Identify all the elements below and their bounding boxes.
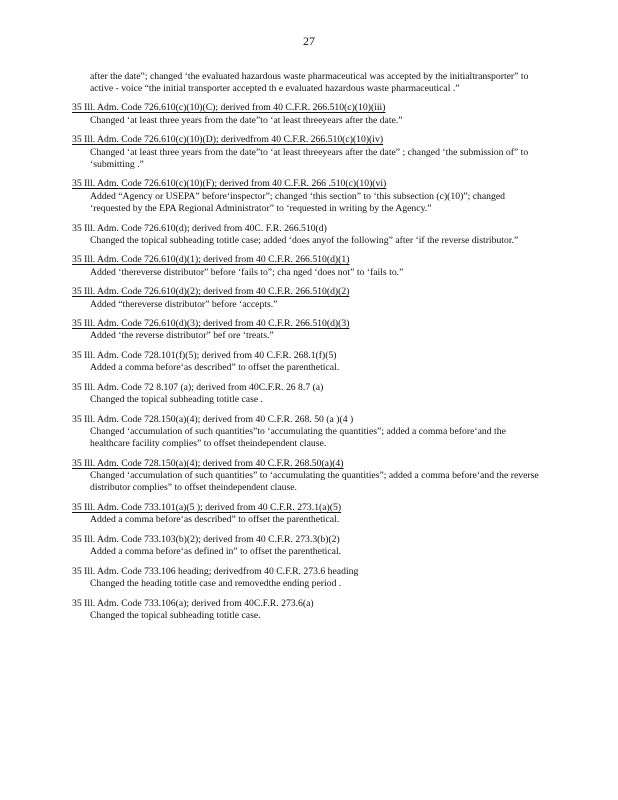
citation-change-description: Added “Agency or USEPA” before‘inspector”; changed ‘this section” to ‘this subsection (c)(10)”; changed ‘requested by the EPA Regional Administrator” to ‘requested in writing by the Agency.” [90, 190, 505, 214]
citation-change-description: Changed the topical subheading totitle case; added ‘does anyof the following” after ‘if the reverse distributor.” [90, 234, 519, 246]
citation-heading: 35 Ill. Adm. Code 726.610(d); derived from 40C. F.R. 266.510(d) [72, 222, 327, 234]
citation-heading: 35 Ill. Adm. Code 733.103(b)(2); derived from 40 C.F.R. 273.3(b)(2) [72, 534, 340, 546]
citation-entry [72, 134, 542, 171]
citation-entry [72, 318, 542, 342]
citation-change-description: Changed the heading totitle case and removedthe ending period . [90, 578, 342, 590]
citation-heading: 35 Ill. Adm. Code 726.610(d)(2); derived from 40 C.F.R. 266.510(d)(2) [72, 286, 350, 298]
citation-entry [72, 178, 542, 215]
citation-change-description: Changed ‘at least three years from the date”to ‘at least threeyears after the date” ; changed ‘the submission of” to ‘submitting .” [90, 146, 529, 170]
citation-heading: 35 Ill. Adm. Code 726.610(c)(10)(C); derived from 40 C.F.R. 266.510(c)(10)(iii) [72, 102, 386, 114]
citation-heading: 35 Ill. Adm. Code 726.610(d)(1); derived from 40 C.F.R. 266.510(d)(1) [72, 254, 350, 266]
citation-heading: 35 Ill. Adm. Code 728.150(a)(4); derived from 40 C.F.R. 268.50(a)(4) [72, 458, 344, 470]
document-body [72, 71, 542, 630]
citation-list [72, 102, 542, 622]
citation-entry [72, 382, 542, 406]
page-number: 27 [303, 34, 315, 48]
citation-change-description: Added “thereverse distributor” before ‘accepts.” [90, 298, 278, 310]
citation-entry [72, 254, 542, 278]
citation-change-description: Changed the topical subheading totitle case. [90, 610, 261, 622]
citation-change-description: Added a comma before‘as described” to offset the parenthetical. [90, 362, 340, 374]
citation-entry [72, 502, 542, 526]
citation-entry [72, 286, 542, 310]
citation-heading: 35 Ill. Adm. Code 726.610(c)(10)(D); derivedfrom 40 C.F.R. 266.510(c)(10)(iv) [72, 134, 384, 146]
citation-change-description: Changed ‘at least three years from the date”to ‘at least threeyears after the date.” [90, 114, 403, 126]
citation-entry [72, 566, 542, 590]
citation-heading: 35 Ill. Adm. Code 726.610(c)(10)(F); derived from 40 C.F.R. 266 .510(c)(10)(vi) [72, 178, 387, 190]
citation-change-description: Added a comma before‘as described” to offset the parenthetical. [90, 514, 340, 526]
citation-change-description: Changed ‘accumulation of such quantities” to ‘accumulating the quantities”; added a comma before‘and the reverse distributor complies” to offset theindependent clause. [90, 470, 539, 494]
citation-change-description: Changed the topical subheading totitle case . [90, 394, 263, 406]
citation-heading: 35 Ill. Adm. Code 733.106(a); derived from 40C.F.R. 273.6(a) [72, 597, 314, 609]
citation-heading: 35 Ill. Adm. Code 728.101(f)(5); derived from 40 C.F.R. 268.1(f)(5) [72, 350, 337, 362]
citation-entry [72, 534, 542, 558]
citation-entry [72, 598, 542, 622]
citation-heading: 35 Ill. Adm. Code 72 8.107 (a); derived from 40C.F.R. 26 8.7 (a) [72, 382, 324, 394]
citation-heading: 35 Ill. Adm. Code 733.101(a)(5 ); derived from 40 C.F.R. 273.1(a)(5) [72, 502, 342, 514]
continued-paragraph: after the date”; changed ‘the evaluated hazardous waste pharmaceutical was accepted by the initialtransporter” to active - voice “the initial transporter accepted th e evaluated hazardous waste pharmaceutical .” [90, 71, 529, 95]
citation-change-description: Added a comma before‘as defined in” to offset the parenthetical. [90, 546, 342, 558]
citation-entry [72, 458, 542, 495]
citation-entry [72, 414, 542, 451]
citation-change-description: Added ‘the reverse distributor” bef ore ‘treats.” [90, 330, 274, 342]
citation-change-description: Changed ‘accumulation of such quantities”to ‘accumulating the quantities”; added a comma before‘and the healthcare facility complies” to offset theindependent clause. [90, 426, 506, 450]
citation-heading: 35 Ill. Adm. Code 733.106 heading; derivedfrom 40 C.F.R. 273.6 heading [72, 566, 359, 577]
citation-heading: 35 Ill. Adm. Code 728.150(a)(4); derived from 40 C.F.R. 268. 50 (a )(4 ) [72, 413, 354, 425]
citation-entry [72, 223, 542, 247]
citation-change-description: Added ‘thereverse distributor” before ‘fails to”; cha nged ‘does not” to ‘fails to.” [90, 266, 404, 278]
citation-entry [72, 350, 542, 374]
citation-heading: 35 Ill. Adm. Code 726.610(d)(3); derived from 40 C.F.R. 266.510(d)(3) [72, 318, 350, 330]
citation-entry [72, 102, 542, 126]
